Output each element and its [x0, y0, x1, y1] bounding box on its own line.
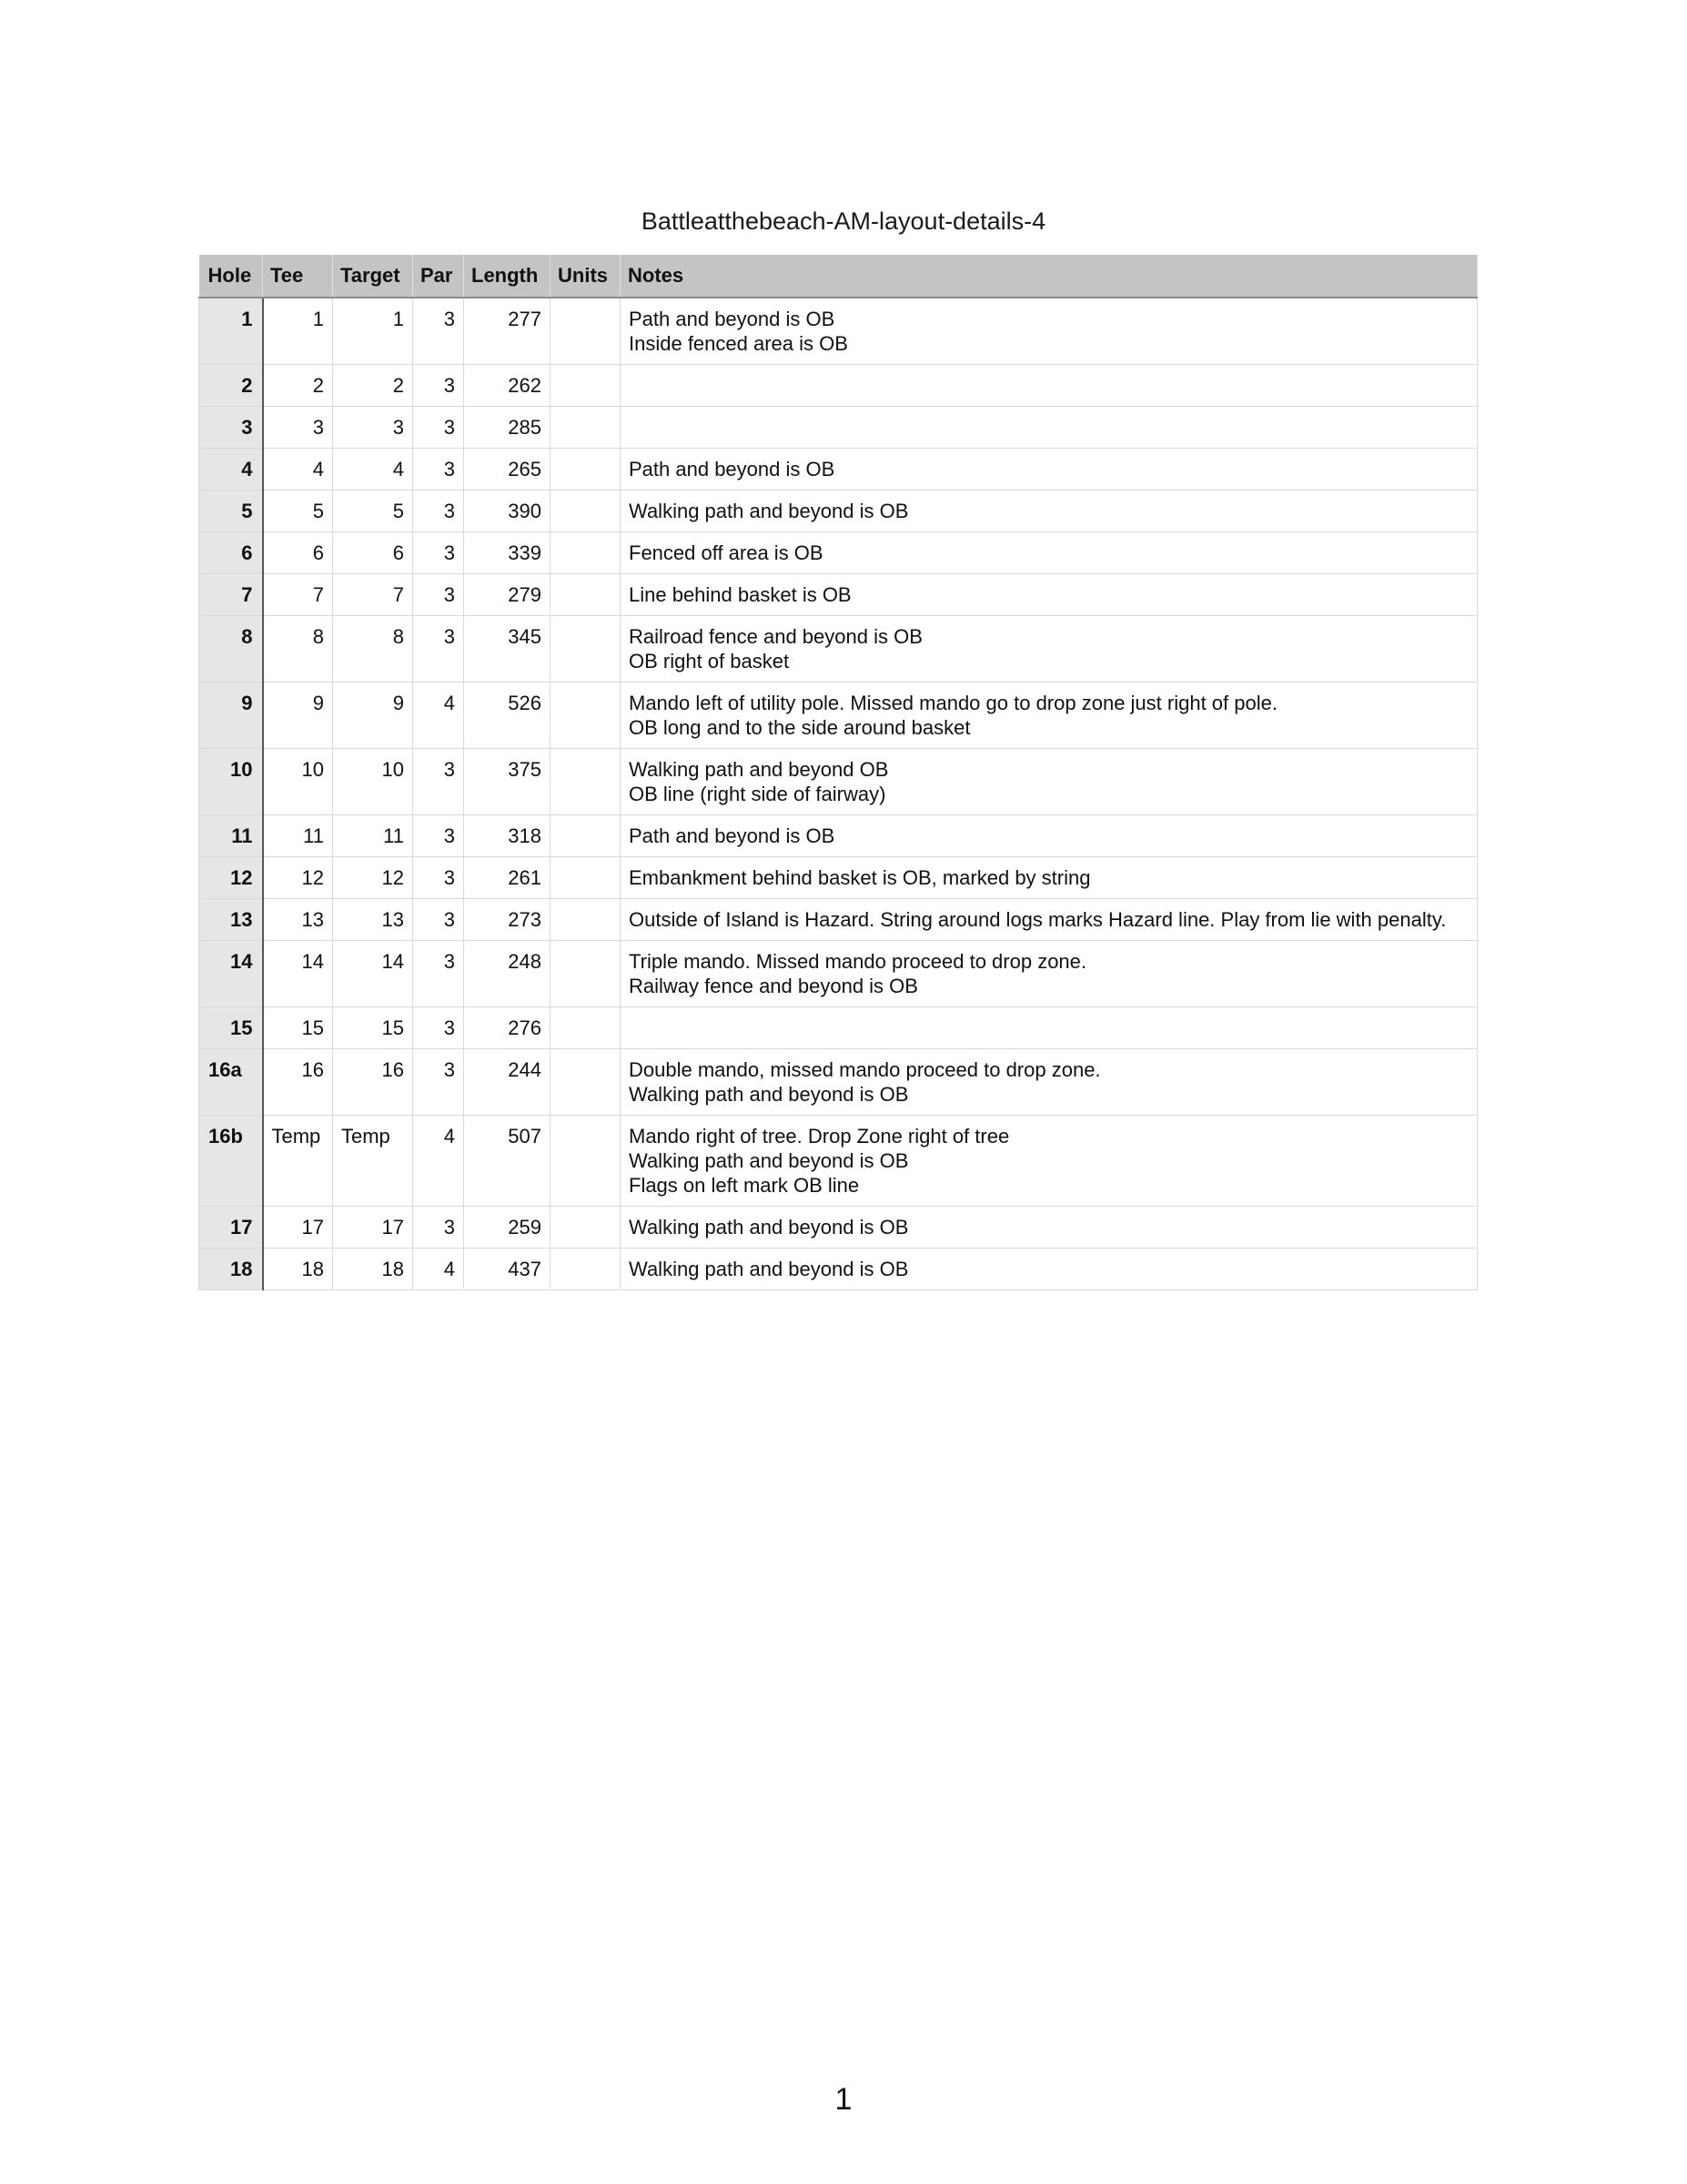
note-line: Double mando, missed mando proceed to drop zone. — [629, 1058, 1101, 1081]
cell-length: 375 — [464, 749, 551, 815]
cell-hole: 9 — [199, 682, 263, 749]
cell-target: 18 — [333, 1249, 413, 1290]
cell-tee: 4 — [263, 449, 333, 490]
cell-hole: 3 — [199, 407, 263, 449]
table-row — [199, 1116, 1478, 1207]
column-header-target: Target — [333, 255, 413, 298]
cell-hole: 4 — [199, 449, 263, 490]
cell-hole: 18 — [199, 1249, 263, 1290]
cell-length: 273 — [464, 899, 551, 941]
cell-tee: 18 — [263, 1249, 333, 1290]
note-line: OB line (right side of fairway) — [629, 783, 886, 805]
note-line: Railroad fence and beyond is OB — [629, 625, 923, 648]
cell-length: 262 — [464, 365, 551, 407]
cell-tee: 3 — [263, 407, 333, 449]
cell-notes — [621, 616, 1478, 682]
cell-notes — [621, 490, 1478, 532]
table-row — [199, 574, 1478, 616]
cell-units — [551, 298, 621, 365]
cell-units — [551, 1249, 621, 1290]
cell-hole: 8 — [199, 616, 263, 682]
table-row — [199, 449, 1478, 490]
cell-tee: Temp — [263, 1116, 333, 1207]
note-line: Mando right of tree. Drop Zone right of tree — [629, 1125, 1010, 1148]
table-row — [199, 941, 1478, 1007]
cell-units — [551, 490, 621, 532]
cell-par: 3 — [413, 298, 464, 365]
cell-units — [551, 749, 621, 815]
cell-par: 3 — [413, 574, 464, 616]
cell-units — [551, 449, 621, 490]
cell-par: 3 — [413, 815, 464, 857]
cell-length: 390 — [464, 490, 551, 532]
page-number: 1 — [834, 2082, 853, 2117]
column-header-notes: Notes — [621, 255, 1478, 298]
cell-units — [551, 857, 621, 899]
cell-par: 3 — [413, 857, 464, 899]
column-header-tee: Tee — [263, 255, 333, 298]
cell-length: 259 — [464, 1207, 551, 1249]
cell-notes — [621, 899, 1478, 941]
cell-units — [551, 899, 621, 941]
note-line: Line behind basket is OB — [629, 583, 852, 606]
cell-par: 3 — [413, 449, 464, 490]
cell-tee: 17 — [263, 1207, 333, 1249]
cell-target: 10 — [333, 749, 413, 815]
cell-hole: 5 — [199, 490, 263, 532]
note-line: Mando left of utility pole. Missed mando go to drop zone just right of pole. — [629, 692, 1278, 714]
cell-length: 244 — [464, 1049, 551, 1116]
note-line — [629, 1016, 1469, 1040]
cell-notes — [621, 1207, 1478, 1249]
cell-par: 3 — [413, 407, 464, 449]
cell-tee: 7 — [263, 574, 333, 616]
cell-notes — [621, 857, 1478, 899]
cell-notes — [621, 574, 1478, 616]
cell-hole: 6 — [199, 532, 263, 574]
cell-target: 9 — [333, 682, 413, 749]
note-line: Outside of Island is Hazard. String around logs marks Hazard line. Play from lie with penalty. — [629, 908, 1447, 931]
cell-units — [551, 1207, 621, 1249]
note-line: Flags on left mark OB line — [629, 1174, 860, 1197]
cell-target: Temp — [333, 1116, 413, 1207]
cell-target: 14 — [333, 941, 413, 1007]
cell-par: 4 — [413, 682, 464, 749]
note-line: Fenced off area is OB — [629, 541, 823, 564]
document-title: Battleatthebeach-AM-layout-details-4 — [641, 207, 1046, 235]
cell-target: 7 — [333, 574, 413, 616]
note-line: Walking path and beyond is OB — [629, 1216, 909, 1239]
cell-tee: 9 — [263, 682, 333, 749]
cell-units — [551, 407, 621, 449]
cell-units — [551, 941, 621, 1007]
cell-par: 3 — [413, 1207, 464, 1249]
table-row — [199, 407, 1478, 449]
cell-hole: 1 — [199, 298, 263, 365]
cell-target: 2 — [333, 365, 413, 407]
cell-tee: 12 — [263, 857, 333, 899]
cell-tee: 1 — [263, 298, 333, 365]
cell-tee: 15 — [263, 1007, 333, 1049]
note-line: OB right of basket — [629, 650, 790, 672]
cell-length: 261 — [464, 857, 551, 899]
table-row — [199, 815, 1478, 857]
cell-length: 318 — [464, 815, 551, 857]
cell-target: 3 — [333, 407, 413, 449]
cell-par: 3 — [413, 532, 464, 574]
note-line — [629, 373, 1469, 398]
cell-units — [551, 1049, 621, 1116]
table-header-row — [199, 255, 1478, 298]
cell-units — [551, 682, 621, 749]
cell-length: 437 — [464, 1249, 551, 1290]
cell-hole: 16b — [199, 1116, 263, 1207]
cell-units — [551, 815, 621, 857]
cell-hole: 12 — [199, 857, 263, 899]
cell-length: 279 — [464, 574, 551, 616]
cell-notes — [621, 749, 1478, 815]
table-row — [199, 298, 1478, 365]
cell-par: 3 — [413, 941, 464, 1007]
cell-length: 526 — [464, 682, 551, 749]
cell-hole: 11 — [199, 815, 263, 857]
note-line: Walking path and beyond is OB — [629, 1258, 909, 1280]
cell-units — [551, 1116, 621, 1207]
cell-par: 3 — [413, 1049, 464, 1116]
cell-target: 12 — [333, 857, 413, 899]
cell-tee: 5 — [263, 490, 333, 532]
cell-units — [551, 1007, 621, 1049]
cell-notes — [621, 1049, 1478, 1116]
cell-hole: 16a — [199, 1049, 263, 1116]
cell-notes — [621, 1249, 1478, 1290]
note-line: OB long and to the side around basket — [629, 716, 971, 739]
note-line: Path and beyond is OB — [629, 824, 835, 847]
note-line — [629, 415, 1469, 440]
cell-hole: 17 — [199, 1207, 263, 1249]
column-header-length: Length — [464, 255, 551, 298]
table-row — [199, 682, 1478, 749]
note-line: Railway fence and beyond is OB — [629, 975, 918, 997]
cell-length: 248 — [464, 941, 551, 1007]
cell-tee: 2 — [263, 365, 333, 407]
table-row — [199, 857, 1478, 899]
layout-details-table — [198, 255, 1478, 1290]
cell-par: 3 — [413, 365, 464, 407]
cell-units — [551, 532, 621, 574]
table-row — [199, 1249, 1478, 1290]
table-row — [199, 532, 1478, 574]
note-line: Path and beyond is OB — [629, 308, 835, 330]
cell-length: 277 — [464, 298, 551, 365]
cell-tee: 14 — [263, 941, 333, 1007]
column-header-hole: Hole — [199, 255, 263, 298]
table-row — [199, 1049, 1478, 1116]
cell-hole: 7 — [199, 574, 263, 616]
cell-notes — [621, 941, 1478, 1007]
cell-par: 4 — [413, 1249, 464, 1290]
cell-target: 5 — [333, 490, 413, 532]
cell-notes — [621, 1116, 1478, 1207]
note-line: Embankment behind basket is OB, marked by string — [629, 866, 1091, 889]
cell-units — [551, 365, 621, 407]
cell-units — [551, 616, 621, 682]
note-line: Path and beyond is OB — [629, 458, 835, 480]
cell-tee: 10 — [263, 749, 333, 815]
cell-target: 4 — [333, 449, 413, 490]
cell-tee: 13 — [263, 899, 333, 941]
cell-tee: 11 — [263, 815, 333, 857]
cell-length: 285 — [464, 407, 551, 449]
table-row — [199, 749, 1478, 815]
table-row — [199, 1207, 1478, 1249]
cell-target: 8 — [333, 616, 413, 682]
table-row — [199, 490, 1478, 532]
cell-target: 17 — [333, 1207, 413, 1249]
cell-length: 276 — [464, 1007, 551, 1049]
cell-units — [551, 574, 621, 616]
note-line: Inside fenced area is OB — [629, 332, 848, 355]
cell-par: 3 — [413, 1007, 464, 1049]
cell-hole: 2 — [199, 365, 263, 407]
cell-target: 16 — [333, 1049, 413, 1116]
cell-length: 339 — [464, 532, 551, 574]
cell-notes — [621, 449, 1478, 490]
cell-par: 3 — [413, 490, 464, 532]
note-line: Walking path and beyond OB — [629, 758, 889, 781]
cell-notes — [621, 407, 1478, 449]
cell-par: 3 — [413, 616, 464, 682]
cell-notes — [621, 1007, 1478, 1049]
cell-tee: 6 — [263, 532, 333, 574]
cell-length: 265 — [464, 449, 551, 490]
cell-notes — [621, 365, 1478, 407]
table-row — [199, 1007, 1478, 1049]
cell-target: 13 — [333, 899, 413, 941]
cell-tee: 8 — [263, 616, 333, 682]
cell-par: 3 — [413, 749, 464, 815]
note-line: Walking path and beyond is OB — [629, 500, 909, 522]
cell-notes — [621, 532, 1478, 574]
cell-hole: 14 — [199, 941, 263, 1007]
cell-target: 15 — [333, 1007, 413, 1049]
table-row — [199, 616, 1478, 682]
column-header-par: Par — [413, 255, 464, 298]
cell-notes — [621, 298, 1478, 365]
cell-target: 6 — [333, 532, 413, 574]
note-line: Triple mando. Missed mando proceed to drop zone. — [629, 950, 1087, 973]
cell-hole: 13 — [199, 899, 263, 941]
cell-target: 1 — [333, 298, 413, 365]
table-row — [199, 365, 1478, 407]
cell-length: 507 — [464, 1116, 551, 1207]
cell-par: 4 — [413, 1116, 464, 1207]
cell-notes — [621, 682, 1478, 749]
cell-hole: 10 — [199, 749, 263, 815]
note-line: Walking path and beyond is OB — [629, 1149, 909, 1172]
cell-length: 345 — [464, 616, 551, 682]
cell-notes — [621, 815, 1478, 857]
table-row — [199, 899, 1478, 941]
table-body — [199, 298, 1478, 1290]
column-header-units: Units — [551, 255, 621, 298]
cell-target: 11 — [333, 815, 413, 857]
note-line: Walking path and beyond is OB — [629, 1083, 909, 1106]
cell-tee: 16 — [263, 1049, 333, 1116]
cell-par: 3 — [413, 899, 464, 941]
cell-hole: 15 — [199, 1007, 263, 1049]
